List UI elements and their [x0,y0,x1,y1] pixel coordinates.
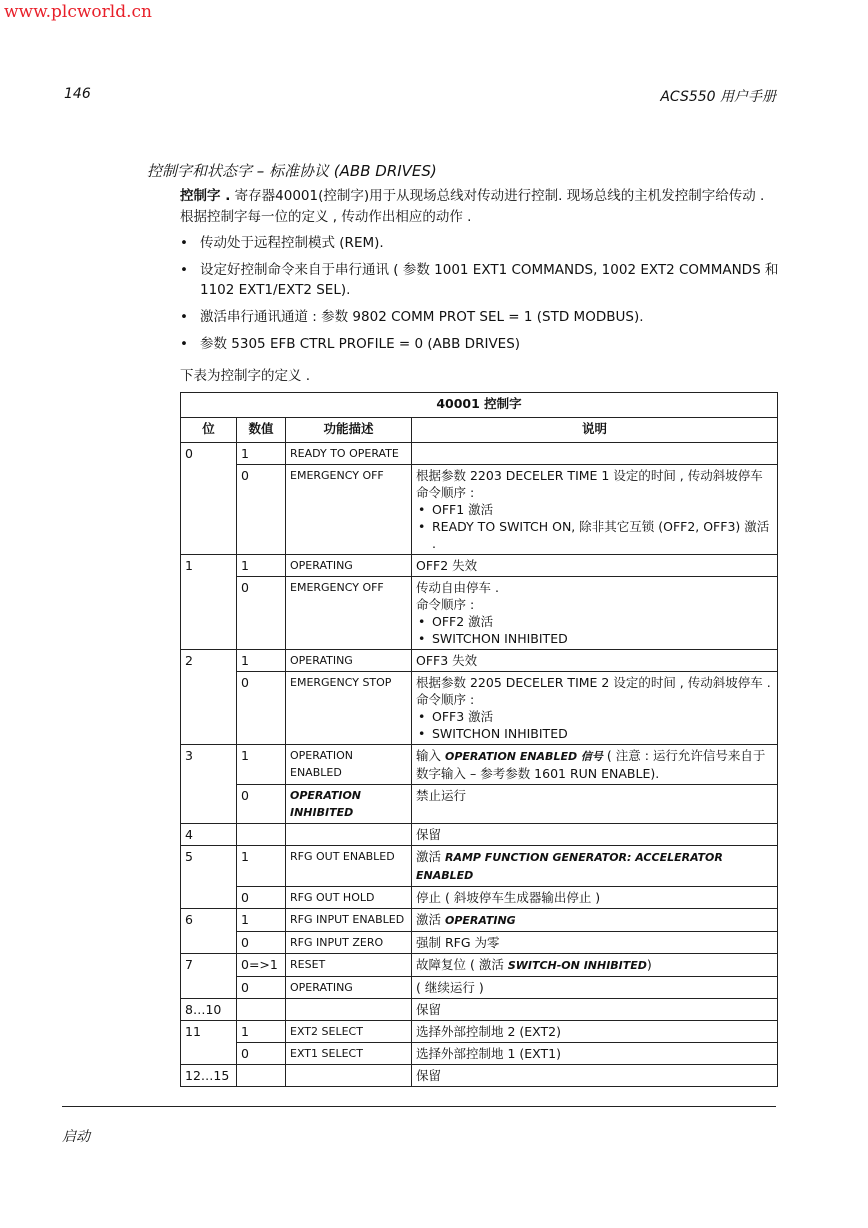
function-cell: EXT2 SELECT [286,1021,412,1043]
value-cell: 0 [237,977,286,999]
value-cell: 1 [237,1021,286,1043]
value-cell [237,1065,286,1087]
value-cell: 1 [237,650,286,672]
value-cell: 0 [237,672,286,745]
table-row [181,954,778,977]
value-cell [237,824,286,846]
function-cell: OPERATING [286,650,412,672]
list-item: • READY TO SWITCH ON, 除非其它互锁 (OFF2, OFF3) 激活 . [416,518,773,552]
description-cell [412,932,778,954]
header-bit: 位 [181,418,237,443]
function-cell [286,824,412,846]
bit-cell: 4 [181,824,237,846]
bit-cell: 12…15 [181,1065,237,1087]
description-text: 停止 ( 斜坡停车生成器输出停止 ) [416,890,601,905]
description-cell [412,443,778,465]
value-cell: 0 [237,577,286,650]
description-cell [412,1043,778,1065]
description-text: 保留 [416,1068,442,1083]
table-row [181,824,778,846]
description-text: 根据参数 2205 DECELER TIME 2 设定的时间 , 传动斜坡停车 . [416,675,771,690]
table-row [181,650,778,672]
function-cell: EMERGENCY OFF [286,577,412,650]
bit-cell: 2 [181,650,237,745]
function-cell [286,999,412,1021]
description-text: OFF2 失效 [416,558,478,573]
description-prefix: 激活 [416,849,445,864]
value-cell: 1 [237,555,286,577]
document-title: ACS550 用户手册 [660,89,776,105]
description-text: ( 注意 : 运行允许信号来自于数字输入 – 参考参数 1601 RUN ENABLE). [416,748,766,781]
page-number: 146 [64,86,91,102]
description-text: 强制 RFG 为零 [416,935,500,950]
requirement-list [180,233,780,361]
description-cell [412,846,778,887]
description-text: OFF3 失效 [416,653,478,668]
function-cell: RFG OUT ENABLED [286,846,412,887]
table-row [181,999,778,1021]
command-sequence-list [416,613,773,647]
description-cell [412,999,778,1021]
list-item: • OFF1 激活 [416,501,773,518]
value-cell: 1 [237,745,286,785]
command-sequence-label: 命令顺序 : [416,485,475,500]
intro-label: 控制字 . [180,188,231,204]
value-cell: 0 [237,1043,286,1065]
description-cell [412,954,778,977]
description-text: 传动自由停车 . [416,580,499,595]
description-cell [412,909,778,932]
list-item: • 激活串行通讯通道 : 参数 9802 COMM PROT SEL = 1 (STD MODBUS). [180,307,780,327]
table-row [181,1021,778,1043]
table-row [181,1065,778,1087]
description-cell [412,577,778,650]
function-cell: OPERATING [286,977,412,999]
table-row [181,443,778,465]
description-text: ) [646,957,652,972]
table-row [181,577,778,650]
table-row [181,785,778,824]
description-cell [412,824,778,846]
description-cell [412,555,778,577]
description-text: 选择外部控制地 2 (EXT2) [416,1024,561,1039]
description-text: 根据参数 2203 DECELER TIME 1 设定的时间 , 传动斜坡停车 [416,468,763,483]
description-cell [412,977,778,999]
watermark: www.plcworld.cn [4,2,152,22]
control-word-table [180,392,778,1087]
description-cell [412,465,778,555]
description-prefix: 输入 [416,748,445,763]
description-emphasis: OPERATION ENABLED 信号 [444,750,603,763]
table-row [181,465,778,555]
value-cell: 0 [237,932,286,954]
list-item: • 设定好控制命令来自于串行通讯 ( 参数 1001 EXT1 COMMANDS, 1002 EXT2 COMMANDS 和 1102 EXT1/EXT2 SEL). [180,260,780,300]
description-cell [412,1021,778,1043]
description-cell [412,745,778,785]
list-item: • OFF3 激活 [416,708,773,725]
value-cell [237,999,286,1021]
list-item: • 参数 5305 EFB CTRL PROFILE = 0 (ABB DRIVES) [180,334,780,354]
section-title: 控制字和状态字 – 标准协议 (ABB DRIVES) [147,162,437,180]
header-value: 数值 [237,418,286,443]
description-text: 保留 [416,827,442,842]
description-cell [412,887,778,909]
table-body [181,443,778,1087]
bit-cell: 6 [181,909,237,954]
header-description: 说明 [412,418,778,443]
bit-cell: 11 [181,1021,237,1065]
description-text: 禁止运行 [416,788,467,803]
function-cell: RESET [286,954,412,977]
list-item: • SWITCHON INHIBITED [416,630,773,647]
function-cell: OPERATION INHIBITED [286,785,412,824]
description-text: 保留 [416,1002,442,1017]
description-cell [412,672,778,745]
command-sequence-list [416,501,773,552]
table-row [181,909,778,932]
description-text: 选择外部控制地 1 (EXT1) [416,1046,561,1061]
function-cell: READY TO OPERATE [286,443,412,465]
value-cell: 0 [237,465,286,555]
table-row [181,555,778,577]
header-function: 功能描述 [286,418,412,443]
bit-cell: 5 [181,846,237,909]
table-intro: 下表为控制字的定义 . [180,368,311,384]
table-row [181,932,778,954]
value-cell: 1 [237,846,286,887]
command-sequence-label: 命令顺序 : [416,597,475,612]
bit-cell: 1 [181,555,237,650]
value-cell: 0 [237,785,286,824]
command-sequence-label: 命令顺序 : [416,692,475,707]
list-item: • 传动处于远程控制模式 (REM). [180,233,780,253]
description-prefix: 故障复位 ( 激活 [416,957,508,972]
description-cell [412,1065,778,1087]
bit-cell: 8…10 [181,999,237,1021]
table-row [181,846,778,887]
table-row [181,887,778,909]
description-prefix: 激活 [416,912,445,927]
description-emphasis: SWITCH-ON INHIBITED [507,959,647,972]
table-row [181,1043,778,1065]
description-cell [412,650,778,672]
function-cell: RFG INPUT ENABLED [286,909,412,932]
footer-divider [62,1106,776,1107]
list-item: • SWITCHON INHIBITED [416,725,773,742]
table-row [181,672,778,745]
bit-cell: 7 [181,954,237,999]
intro-text: 寄存器40001(控制字)用于从现场总线对传动进行控制. 现场总线的主机发控制字给传动 . 根据控制字每一位的定义 , 传动作出相应的动作 . [180,188,765,225]
function-cell: OPERATION ENABLED [286,745,412,785]
table-title: 40001 控制字 [181,393,778,418]
bit-cell: 0 [181,443,237,555]
value-cell: 1 [237,443,286,465]
function-cell: EMERGENCY OFF [286,465,412,555]
footer-text: 启动 [62,1129,90,1145]
value-cell: 0=>1 [237,954,286,977]
value-cell: 1 [237,909,286,932]
description-emphasis: OPERATING [444,914,516,927]
table-row [181,977,778,999]
command-sequence-list [416,708,773,742]
function-cell: EMERGENCY STOP [286,672,412,745]
list-item: • OFF2 激活 [416,613,773,630]
value-cell: 0 [237,887,286,909]
function-cell: EXT1 SELECT [286,1043,412,1065]
table-row [181,745,778,785]
function-cell: RFG OUT HOLD [286,887,412,909]
description-cell [412,785,778,824]
description-emphasis: RAMP FUNCTION GENERATOR: ACCELERATOR ENABLED [416,851,723,882]
function-cell [286,1065,412,1087]
function-cell: OPERATING [286,555,412,577]
bit-cell: 3 [181,745,237,824]
description-text: ( 继续运行 ) [416,980,484,995]
function-cell: RFG INPUT ZERO [286,932,412,954]
intro-paragraph [180,186,780,228]
